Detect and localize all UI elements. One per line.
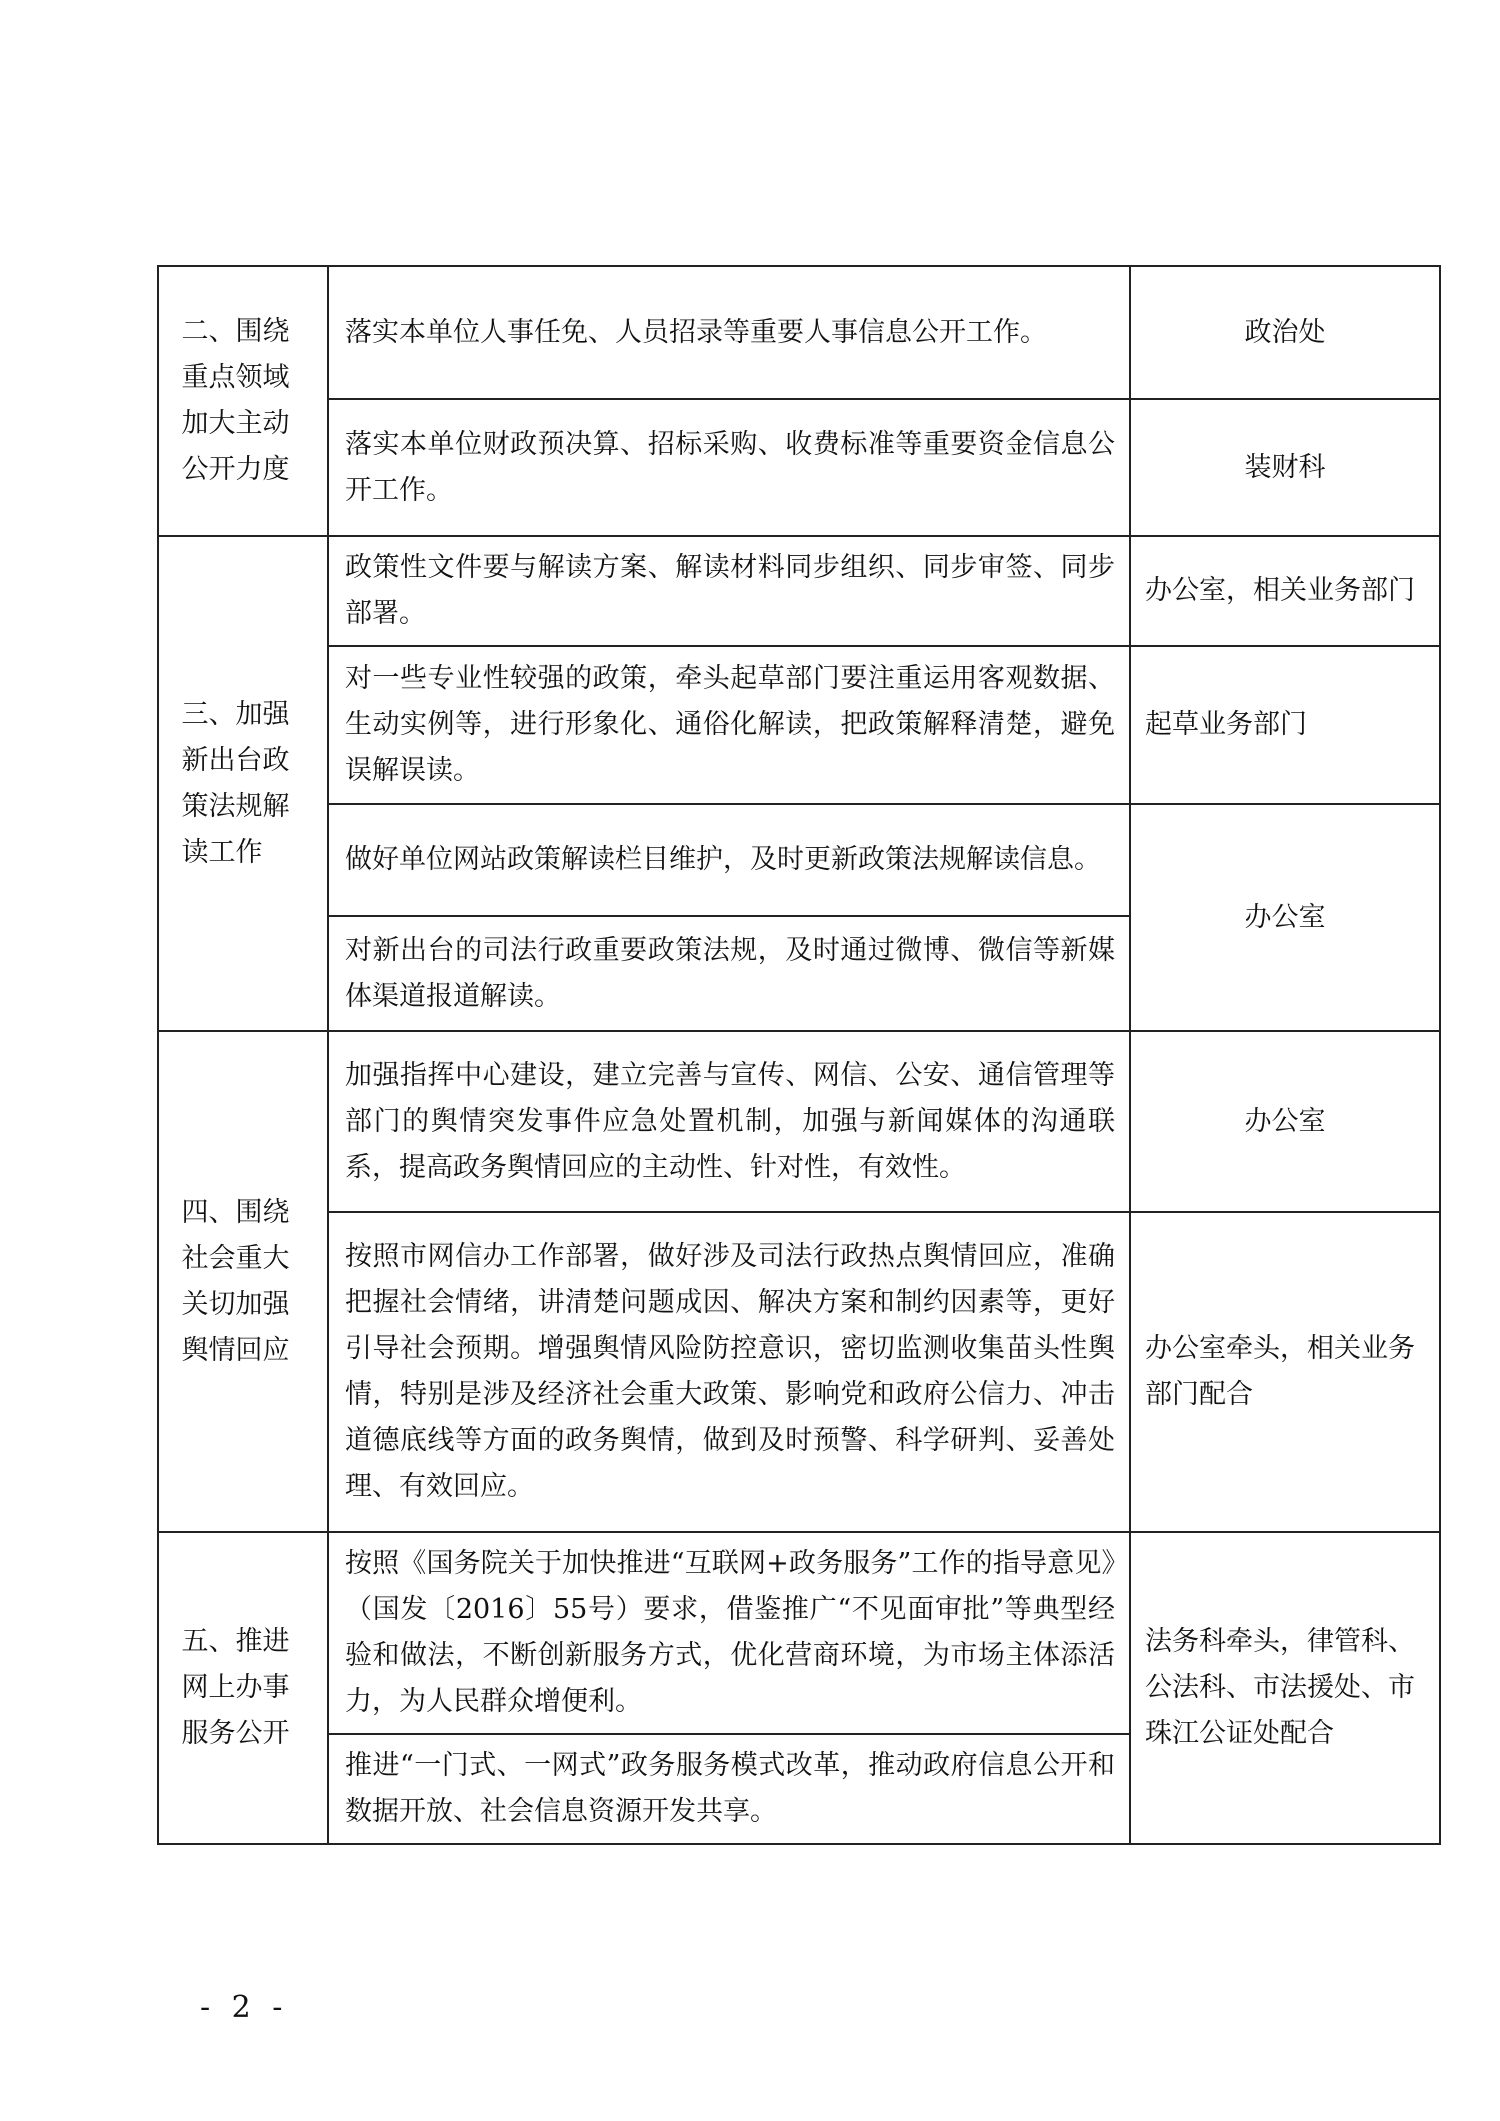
task-table [157,265,1441,1845]
table-row [158,1031,1440,1212]
task-cell: 政策性文件要与解读方案、解读材料同步组织、同步审签、同步部署。 [328,536,1130,646]
department-cell: 法务科牵头，律管科、公法科、市法援处、市珠江公证处配合 [1130,1532,1440,1844]
department-cell: 起草业务部门 [1130,646,1440,804]
department-cell: 办公室，相关业务部门 [1130,536,1440,646]
table-row [158,1532,1440,1734]
department-cell: 办公室 [1130,804,1440,1031]
table-row [158,646,1440,804]
task-cell: 落实本单位人事任免、人员招录等重要人事信息公开工作。 [328,266,1130,399]
table-row [158,804,1440,916]
task-cell: 加强指挥中心建设，建立完善与宣传、网信、公安、通信管理等部门的舆情突发事件应急处置机制，加强与新闻媒体的沟通联系，提高政务舆情回应的主动性、针对性，有效性。 [328,1031,1130,1212]
department-cell: 办公室牵头，相关业务部门配合 [1130,1212,1440,1532]
category-cell: 三、加强新出台政策法规解读工作 [158,536,328,1031]
task-cell: 推进“一门式、一网式”政务服务模式改革，推动政府信息公开和数据开放、社会信息资源开发共享。 [328,1734,1130,1844]
task-cell: 按照市网信办工作部署，做好涉及司法行政热点舆情回应，准确把握社会情绪，讲清楚问题成因、解决方案和制约因素等，更好引导社会预期。增强舆情风险防控意识，密切监测收集苗头性舆情，特别是涉及经济社会重大政策、影响党和政府公信力、冲击道德底线等方面的政务舆情，做到及时预警、科学研判、妥善处理、有效回应。 [328,1212,1130,1532]
table-row [158,1212,1440,1532]
department-cell: 政治处 [1130,266,1440,399]
department-cell: 办公室 [1130,1031,1440,1212]
page-number: - 2 - [200,1990,289,2025]
category-cell: 五、推进网上办事服务公开 [158,1532,328,1844]
department-cell: 装财科 [1130,399,1440,536]
category-cell: 四、围绕社会重大关切加强舆情回应 [158,1031,328,1532]
task-cell: 做好单位网站政策解读栏目维护，及时更新政策法规解读信息。 [328,804,1130,916]
task-cell: 对新出台的司法行政重要政策法规，及时通过微博、微信等新媒体渠道报道解读。 [328,916,1130,1031]
category-cell: 二、围绕重点领域加大主动公开力度 [158,266,328,536]
task-cell: 按照《国务院关于加快推进“互联网+政务服务”工作的指导意见》（国发〔2016〕55号）要求，借鉴推广“不见面审批”等典型经验和做法，不断创新服务方式，优化营商环境，为市场主体添活力，为人民群众增便利。 [328,1532,1130,1734]
table-row [158,536,1440,646]
table-row [158,399,1440,536]
task-cell: 对一些专业性较强的政策，牵头起草部门要注重运用客观数据、生动实例等，进行形象化、通俗化解读，把政策解释清楚，避免误解误读。 [328,646,1130,804]
table-row [158,266,1440,399]
task-cell: 落实本单位财政预决算、招标采购、收费标准等重要资金信息公开工作。 [328,399,1130,536]
